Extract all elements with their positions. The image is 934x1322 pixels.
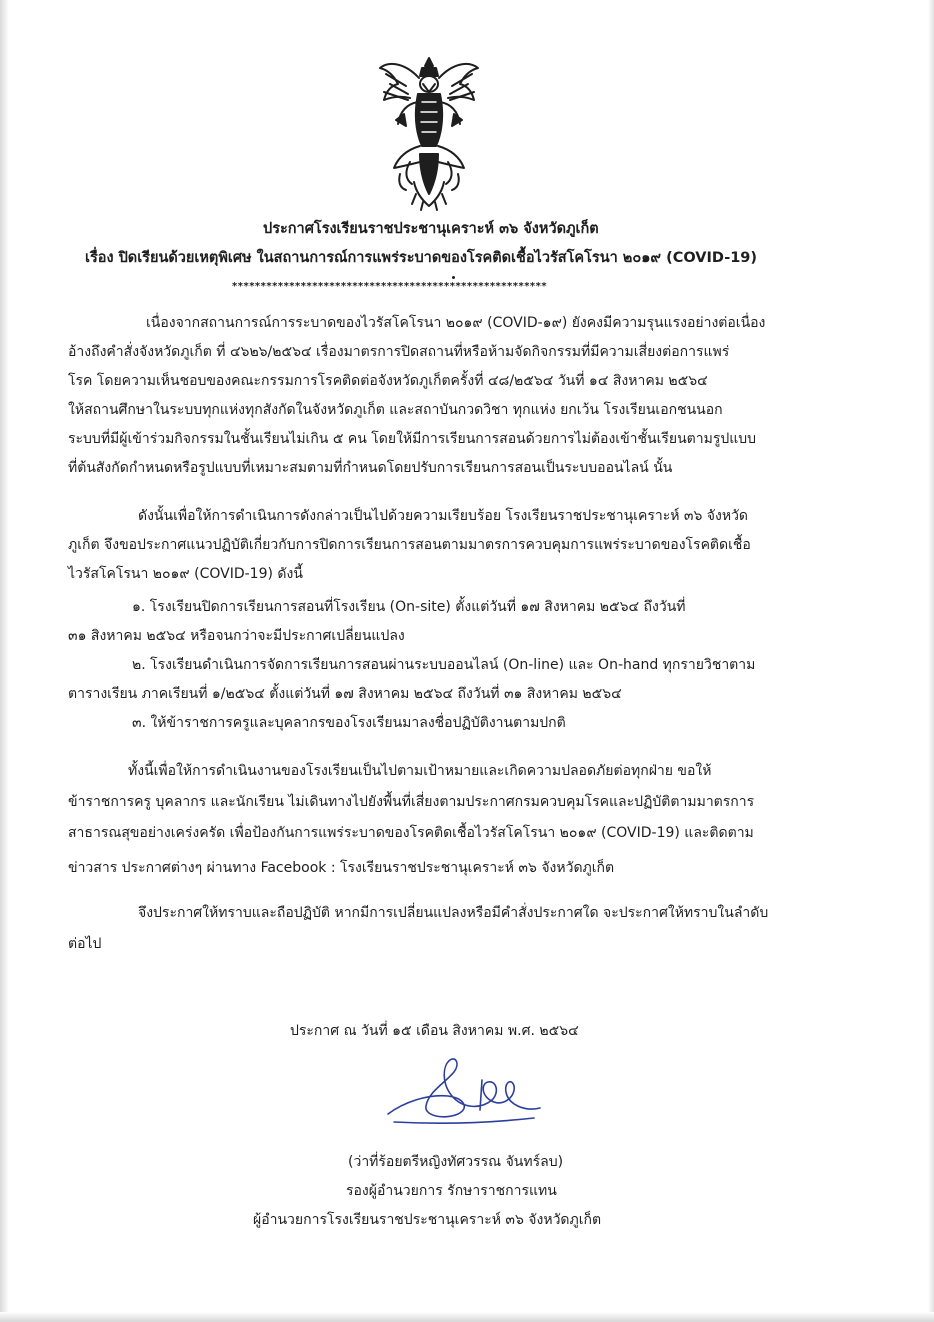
- page-shadow-right: [928, 0, 934, 1322]
- separator-line: *******************************************************: [232, 282, 548, 292]
- announcement-date: ประกาศ ณ วันที่ ๑๕ เดือน สิงหาคม พ.ศ. ๒๕๖๔: [290, 1023, 579, 1039]
- signature-icon: [384, 1052, 552, 1136]
- para1-line3: โรค โดยความเห็นชอบของคณะกรรมการโรคติดต่อจังหวัดภูเก็ตครั้งที่ ๔๘/๒๕๖๔ วันที่ ๑๔ สิงหาคม ๒๕๖๔: [68, 373, 708, 389]
- announcement-title: ประกาศโรงเรียนราชประชานุเคราะห์ ๓๖ จังหวัดภูเก็ต: [263, 221, 599, 237]
- signer-position-director: ผู้อำนวยการโรงเรียนราชประชานุเคราะห์ ๓๖ จังหวัดภูเก็ต: [253, 1212, 602, 1228]
- item1-line1: ๑. โรงเรียนปิดการเรียนการสอนที่โรงเรียน (On-site) ตั้งแต่วันที่ ๑๗ สิงหาคม ๒๕๖๔ ถึงวันที่: [132, 599, 686, 615]
- para1-line2: อ้างถึงคำสั่งจังหวัดภูเก็ต ที่ ๔๖๒๖/๒๕๖๔ เรื่องมาตรการปิดสถานที่หรือห้ามจัดกิจกรรมที่มีความเสี่ยงต่อการแพร่: [68, 344, 730, 360]
- para1-line1: เนื่องจากสถานการณ์การระบาดของไวรัสโคโรนา ๒๐๑๙ (COVID-๑๙) ยังคงมีความรุนแรงอย่างต่อเนื่อง: [146, 315, 766, 331]
- para4-line1: จึงประกาศให้ทราบและถือปฏิบัติ หากมีการเปลี่ยนแปลงหรือมีคำสั่งประกาศใด จะประกาศให้ทราบในลำดับ: [138, 905, 769, 921]
- para2-line1: ดังนั้นเพื่อให้การดำเนินการดังกล่าวเป็นไปด้วยความเรียบร้อย โรงเรียนราชประชานุเคราะห์ ๓๖ จังหวัด: [138, 508, 749, 524]
- signer-name: (ว่าที่ร้อยตรีหญิงทัศวรรณ จันทร์ลบ): [348, 1154, 564, 1170]
- para1-line6: ที่ต้นสังกัดกำหนดหรือรูปแบบที่เหมาะสมตามที่กำหนดโดยปรับการเรียนการสอนเป็นระบบออนไลน์ นั้น: [68, 460, 673, 476]
- item1-line2: ๓๑ สิงหาคม ๒๕๖๔ หรือจนกว่าจะมีประกาศเปลี่ยนแปลง: [68, 628, 405, 644]
- para4-line2: ต่อไป: [68, 936, 102, 952]
- para3-line2: ข้าราชการครู บุคลากร และนักเรียน ไม่เดินทางไปยังพื้นที่เสี่ยงตามประกาศกรมควบคุมโรคและปฏิบัติตามมาตรการ: [68, 794, 755, 810]
- para3-line1: ทั้งนี้เพื่อให้การดำเนินงานของโรงเรียนเป็นไปตามเป้าหมายและเกิดความปลอดภัยต่อทุกฝ่าย ขอให้: [128, 763, 712, 779]
- announcement-subject: เรื่อง ปิดเรียนด้วยเหตุพิเศษ ในสถานการณ์การแพร่ระบาดของโรคติดเชื้อไวรัสโคโรนา ๒๐๑๙ (COVID-19): [85, 250, 758, 266]
- item3-line: ๓. ให้ข้าราชการครูและบุคลากรของโรงเรียนมาลงชื่อปฏิบัติงานตามปกติ: [132, 715, 566, 731]
- para1-line5: ระบบที่มีผู้เข้าร่วมกิจกรรมในชั้นเรียนไม่เกิน ๕ คน โดยให้มีการเรียนการสอนด้วยการไม่ต้องเข้าชั้นเรียนตามรูปแบบ: [68, 431, 757, 447]
- para2-line3: ไวรัสโคโรนา ๒๐๑๙ (COVID-19) ดังนี้: [68, 566, 303, 582]
- separator-dot: [452, 276, 455, 279]
- page-shadow-bottom: [0, 1312, 934, 1322]
- page-shadow-left: [0, 0, 9, 1322]
- para2-line2: ภูเก็ต จึงขอประกาศแนวปฏิบัติเกี่ยวกับการปิดการเรียนการสอนตามมาตรการควบคุมการแพร่ระบาดของโรคติดเชื้อ: [68, 537, 751, 553]
- garuda-emblem-icon: [376, 54, 482, 212]
- para3-line4: ข่าวสาร ประกาศต่างๆ ผ่านทาง Facebook : โรงเรียนราชประชานุเคราะห์ ๓๖ จังหวัดภูเก็ต: [68, 860, 615, 876]
- item2-line1: ๒. โรงเรียนดำเนินการจัดการเรียนการสอนผ่านระบบออนไลน์ (On-line) และ On-hand ทุกรายวิชาตาม: [132, 657, 756, 673]
- para1-line4: ให้สถานศึกษาในระบบทุกแห่งทุกสังกัดในจังหวัดภูเก็ต และสถาบันกวดวิชา ทุกแห่ง ยกเว้น โรงเรียนเอกชนนอก: [68, 402, 723, 418]
- para3-line3: สาธารณสุขอย่างเคร่งครัด เพื่อป้องกันการแพร่ระบาดของโรคติดเชื้อไวรัสโคโรนา ๒๐๑๙ (COVID-19) และติดตาม: [68, 825, 754, 841]
- signer-position-deputy: รองผู้อำนวยการ รักษาราชการแทน: [346, 1183, 557, 1199]
- item2-line2: ตารางเรียน ภาคเรียนที่ ๑/๒๕๖๔ ตั้งแต่วันที่ ๑๗ สิงหาคม ๒๕๖๔ ถึงวันที่ ๓๑ สิงหาคม ๒๕๖๔: [68, 686, 622, 702]
